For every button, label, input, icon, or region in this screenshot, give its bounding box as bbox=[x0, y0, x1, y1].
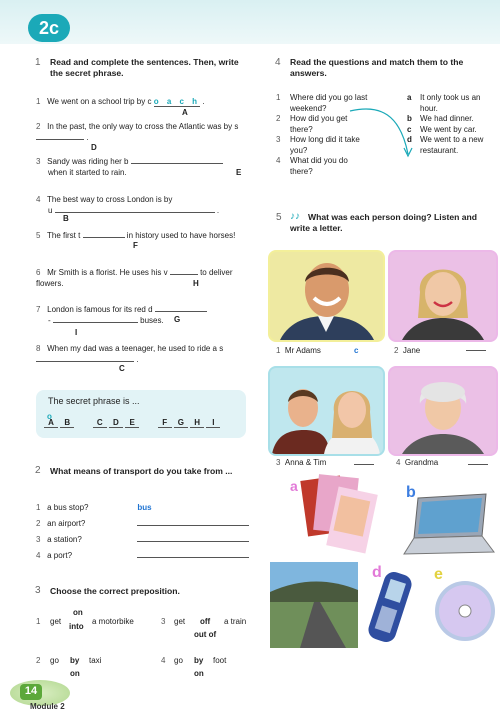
ex1-instruction: Read and complete the sentences. Then, write the secret phrase. bbox=[50, 57, 239, 78]
ex2-instruction: What means of transport do you take from ... bbox=[50, 466, 233, 476]
ex1-item-3 bbox=[36, 157, 261, 178]
road-driving-icon bbox=[270, 562, 358, 648]
ex1-letter-2: D bbox=[91, 143, 97, 152]
answer-blank[interactable] bbox=[137, 541, 249, 542]
ex3-item-1-option-b[interactable]: into bbox=[69, 622, 84, 631]
ex3-item-4-number: 4 bbox=[161, 656, 166, 665]
picture-e-label: e bbox=[434, 566, 443, 583]
ex5-instruction: What was each person doing? Listen and write a letter. bbox=[290, 212, 478, 233]
ex3-item-2-verb: go bbox=[50, 656, 59, 665]
blank[interactable] bbox=[155, 311, 207, 312]
person-name: Jane bbox=[402, 346, 421, 355]
ex1-letter-4: B bbox=[63, 214, 69, 223]
ex1-letter-1: A bbox=[182, 108, 188, 117]
photo-jane bbox=[388, 250, 498, 342]
answer-letter: c bbox=[407, 124, 412, 134]
match-arrow bbox=[340, 100, 420, 160]
item-text: In the past, the only way to cross the Atlantic was by s bbox=[47, 122, 239, 131]
item-number: 2 bbox=[36, 519, 41, 528]
secret-phrase-title: The secret phrase is ... bbox=[48, 396, 140, 406]
item-number: 8 bbox=[36, 344, 41, 353]
item-text: Mr Smith is a florist. He uses his v bbox=[47, 268, 168, 277]
question-text: How did you get there? bbox=[290, 114, 348, 134]
cd-disc-icon bbox=[432, 578, 498, 644]
ex1-letter-5: F bbox=[133, 241, 138, 250]
ex1-item-5 bbox=[36, 231, 261, 242]
answer-fill: o a c h bbox=[153, 97, 201, 106]
ex4-number: 4 bbox=[275, 57, 281, 68]
item-number: 5 bbox=[36, 231, 41, 240]
item-text-2: buses. bbox=[140, 315, 164, 325]
question-text: What did you do there? bbox=[290, 156, 348, 176]
item-text: a bus stop? bbox=[47, 503, 89, 512]
person-3-answer-blank[interactable] bbox=[354, 464, 374, 465]
ex3-item-4-object: foot bbox=[213, 656, 227, 665]
ex2-item-2 bbox=[36, 516, 256, 532]
item-number: 1 bbox=[36, 97, 41, 106]
woman-portrait-icon bbox=[390, 252, 496, 340]
ex3-item-3-number: 3 bbox=[161, 617, 166, 626]
ex1-letter-6: H bbox=[193, 279, 199, 288]
person-2-label bbox=[394, 346, 420, 355]
person-4-answer-blank[interactable] bbox=[468, 464, 488, 465]
header-band bbox=[0, 0, 500, 44]
ex3-item-4-option-b[interactable]: on bbox=[194, 669, 204, 678]
ex3-item-3-option-b[interactable]: out of bbox=[194, 630, 217, 639]
answer-letter: a bbox=[407, 93, 412, 102]
ex1-item-6 bbox=[36, 268, 261, 289]
children-portrait-icon bbox=[270, 368, 383, 454]
person-1-answer: c bbox=[354, 346, 359, 355]
ex1-item-2: 2 In the past, the only way to cross the Atlantic was by s . bbox=[36, 122, 239, 142]
ex2-item-4 bbox=[36, 548, 256, 564]
item-text-2: in history used to have horses! bbox=[126, 231, 236, 240]
item-text-2: to deliver flowers. bbox=[36, 268, 233, 288]
ex1-item-4: 4 The best way to cross London is by u . bbox=[36, 195, 220, 215]
ex3-number: 3 bbox=[35, 585, 41, 596]
ex1-item-7: 7 London is famous for its red d - buses. bbox=[36, 305, 261, 326]
picture-b-label: b bbox=[406, 484, 416, 501]
item-number: 3 bbox=[36, 157, 41, 166]
person-1-label bbox=[276, 346, 321, 355]
blank[interactable] bbox=[53, 322, 138, 323]
ex2-list bbox=[36, 500, 256, 564]
person-3-label bbox=[276, 458, 326, 467]
person-name: Grandma bbox=[404, 458, 439, 467]
ex1-letter-7b: I bbox=[75, 328, 78, 337]
question-number: 1 bbox=[276, 93, 281, 102]
answer-text: We went by car. bbox=[420, 124, 477, 134]
item-text: The first t bbox=[46, 231, 81, 240]
person-name: Anna & Tim bbox=[284, 458, 327, 467]
item-text: The best way to cross London is by bbox=[46, 195, 173, 204]
question-text: Where did you go last weekend? bbox=[290, 93, 368, 113]
item-text: When my dad was a teenager, he used to ride a s bbox=[47, 344, 224, 353]
blank[interactable] bbox=[170, 274, 198, 275]
answer-text: We had dinner. bbox=[420, 114, 474, 123]
item-text-2: when it started to rain. bbox=[48, 167, 127, 177]
item-number: 1 bbox=[36, 503, 41, 512]
secret-first-fill: o bbox=[47, 412, 52, 421]
ex3-item-1-option-a[interactable]: on bbox=[73, 608, 83, 617]
answer-letter: b bbox=[407, 114, 412, 123]
ex3-item-1-object: a motorbike bbox=[92, 617, 134, 626]
person-number: 2 bbox=[394, 346, 399, 355]
ex3-item-2-object: taxi bbox=[89, 656, 102, 665]
person-number: 1 bbox=[276, 346, 281, 355]
blank[interactable] bbox=[83, 237, 125, 238]
ex1-item-8: 8 When my dad was a teenager, he used to ride a s . bbox=[36, 344, 224, 364]
person-number: 3 bbox=[276, 458, 281, 467]
blank[interactable] bbox=[36, 361, 134, 362]
ex3-item-4-option-a[interactable]: by bbox=[194, 656, 204, 665]
ex2-item-3 bbox=[36, 532, 256, 548]
item-text: a station? bbox=[47, 535, 82, 544]
photo-mr-adams bbox=[268, 250, 385, 342]
ex3-item-1-verb: get bbox=[50, 617, 62, 626]
ex3-instruction: Choose the correct preposition. bbox=[50, 586, 180, 596]
ex1-letter-8: C bbox=[119, 364, 125, 373]
question-number: 3 bbox=[276, 135, 281, 144]
answer-letter: d bbox=[407, 135, 412, 144]
secret-letter: C bbox=[93, 418, 107, 428]
picture-a-label: a bbox=[290, 478, 298, 494]
item-number: 4 bbox=[36, 195, 41, 204]
item-text: a port? bbox=[47, 551, 73, 560]
secret-letter: H bbox=[190, 418, 204, 428]
ex3-item-2-option-a[interactable]: by bbox=[70, 656, 80, 665]
answer-text: It only took us an hour. bbox=[420, 93, 481, 113]
item-number: 4 bbox=[36, 551, 41, 560]
blank[interactable] bbox=[131, 163, 223, 164]
answer-blank[interactable] bbox=[137, 525, 249, 526]
item-number: 3 bbox=[36, 535, 41, 544]
person-4-label bbox=[396, 458, 438, 467]
secret-letter: I bbox=[206, 418, 220, 428]
ex2-number: 2 bbox=[35, 465, 41, 476]
item-number: 6 bbox=[36, 268, 41, 277]
ex3-item-3-verb: get bbox=[174, 617, 186, 626]
unit-label: 2c bbox=[38, 18, 60, 38]
item-text: London is famous for its red d bbox=[47, 305, 153, 314]
person-number: 4 bbox=[396, 458, 401, 467]
ex1-item-1: 1 We went on a school trip by c o a c h . bbox=[36, 97, 205, 106]
item-number: 7 bbox=[36, 305, 41, 314]
secret-letter: G bbox=[174, 418, 188, 428]
picture-d-label: d bbox=[372, 564, 382, 581]
item-text-2: u bbox=[48, 205, 53, 215]
ex3-item-3-object: a train bbox=[224, 617, 247, 626]
blank[interactable] bbox=[55, 212, 215, 213]
ex3-item-2-option-b[interactable]: on bbox=[70, 669, 80, 678]
magazines-icon bbox=[298, 472, 382, 556]
laptop-icon bbox=[400, 490, 496, 560]
item-number: 2 bbox=[36, 122, 41, 131]
item-text: We went on a school trip by c bbox=[47, 97, 152, 106]
secret-letter: B bbox=[60, 418, 74, 428]
item-text: Sandy was riding her b bbox=[47, 157, 129, 166]
ex1-letter-7: G bbox=[174, 315, 181, 324]
question-text: How long did it take you? bbox=[290, 135, 360, 155]
answer-blank[interactable] bbox=[137, 557, 249, 558]
ex5-number: 5 bbox=[276, 212, 282, 223]
ex2-item-1 bbox=[36, 500, 256, 516]
man-portrait-icon bbox=[270, 252, 383, 340]
module-label: Module 2 bbox=[30, 702, 65, 711]
ex1-letter-3: E bbox=[236, 168, 242, 177]
ex1-number: 1 bbox=[35, 57, 41, 68]
grandma-portrait-icon bbox=[390, 368, 496, 454]
person-name: Mr Adams bbox=[284, 346, 321, 355]
photo-grandma bbox=[388, 366, 498, 456]
blank[interactable] bbox=[36, 139, 84, 140]
secret-phrase-letters bbox=[44, 418, 220, 428]
person-2-answer-blank[interactable] bbox=[466, 350, 486, 351]
answer-text: We went to a new restaurant. bbox=[420, 135, 484, 155]
ex3-item-4-verb: go bbox=[174, 656, 183, 665]
secret-letter: A bbox=[44, 418, 58, 428]
secret-letter: F bbox=[158, 418, 172, 428]
secret-letter: E bbox=[125, 418, 139, 428]
photo-anna-tim bbox=[268, 366, 385, 456]
ex3-item-1-number: 1 bbox=[36, 617, 41, 626]
ex4-instruction: Read the questions and match them to the answers. bbox=[290, 57, 464, 78]
mobile-phone-icon bbox=[362, 570, 418, 646]
item-text: an airport? bbox=[47, 519, 86, 528]
secret-letter: D bbox=[109, 418, 123, 428]
page-number: 14 bbox=[24, 685, 38, 697]
question-number: 4 bbox=[276, 156, 281, 165]
answer: bus bbox=[137, 503, 152, 512]
ex3-item-2-number: 2 bbox=[36, 656, 41, 665]
ex3-item-3-option-a[interactable]: off bbox=[200, 617, 211, 626]
question-number: 2 bbox=[276, 114, 281, 123]
listening-icon: ♪♪ bbox=[290, 211, 300, 222]
